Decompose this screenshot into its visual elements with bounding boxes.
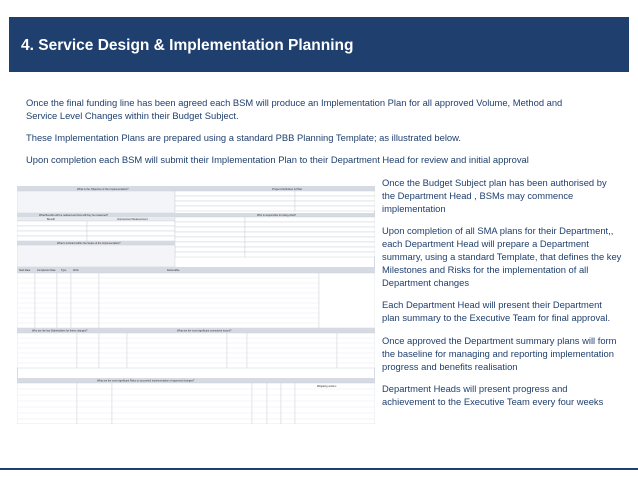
planning-template-image bbox=[17, 186, 375, 424]
mitigating-label: Mitigating actions bbox=[317, 385, 337, 388]
title-bar bbox=[9, 17, 629, 72]
start-date-label: Start Date bbox=[19, 269, 31, 272]
issues-label: What are the most significant unresolved issues? bbox=[177, 329, 232, 333]
right-column bbox=[382, 176, 622, 417]
right-paragraph-5: Department Heads will present progress and achievement to the Executive Team every four weeks bbox=[382, 382, 604, 407]
footer-rule bbox=[0, 468, 638, 470]
improvement-col: Improvement Measurement bbox=[117, 218, 148, 221]
risks-label: What are the most significant Risks to successful implementation of approved changes? bbox=[97, 379, 195, 383]
template-header-title: Project Definition & Plan bbox=[272, 187, 303, 191]
benefits-label: What Benefits will be realised and how will they be measured? bbox=[39, 214, 109, 217]
right-paragraph-4: Once approved the Department summary plans will form the baseline for managing and reporting implementation progress and benefits realisation bbox=[382, 334, 617, 372]
work-label: Work bbox=[73, 269, 79, 272]
included-label: What is included within the Scope of the Implementation? bbox=[57, 242, 121, 245]
type-label: Type bbox=[61, 269, 67, 272]
right-paragraph-2: Upon completion of all SMA plans for their Department,, each Department Head will prepare a Department summary, using a standard Template, that defines the key Milestones and Risks for the implementation of all Department changes bbox=[382, 225, 622, 289]
right-paragraph-3: Each Department Head will present their Department plan summary to the Executive Team for final approval. bbox=[382, 299, 611, 324]
slide-title: 4. Service Design & Implementation Planning bbox=[21, 37, 354, 54]
responsible-label: Who is responsible for doing what? bbox=[257, 214, 296, 217]
right-paragraph-1: Once the Budget Subject plan has been authorised by the Department Head , BSMs may commence implementation bbox=[382, 177, 607, 214]
stakeholders-label: Who are the key Stakeholders for these changes? bbox=[32, 329, 88, 333]
completion-date-label: Completion Date bbox=[37, 269, 56, 272]
intro-paragraph-3: Upon completion each BSM will submit their Implementation Plan to their Department Head for review and initial approval bbox=[26, 154, 529, 165]
deliverable-label: Deliverable bbox=[167, 269, 180, 272]
objective-label: What is the Objective of the Implementation? bbox=[77, 188, 129, 191]
benefit-col: Benefit bbox=[47, 218, 55, 221]
intro-paragraph-2: These Implementation Plans are prepared using a standard PBB Planning Template; as illustrated below. bbox=[26, 132, 461, 143]
intro-paragraph-1: Once the final funding line has been agreed each BSM will produce an Implementation Plan for all approved Volume, Method and Service Level Changes within their Budget Subject. bbox=[26, 97, 563, 121]
